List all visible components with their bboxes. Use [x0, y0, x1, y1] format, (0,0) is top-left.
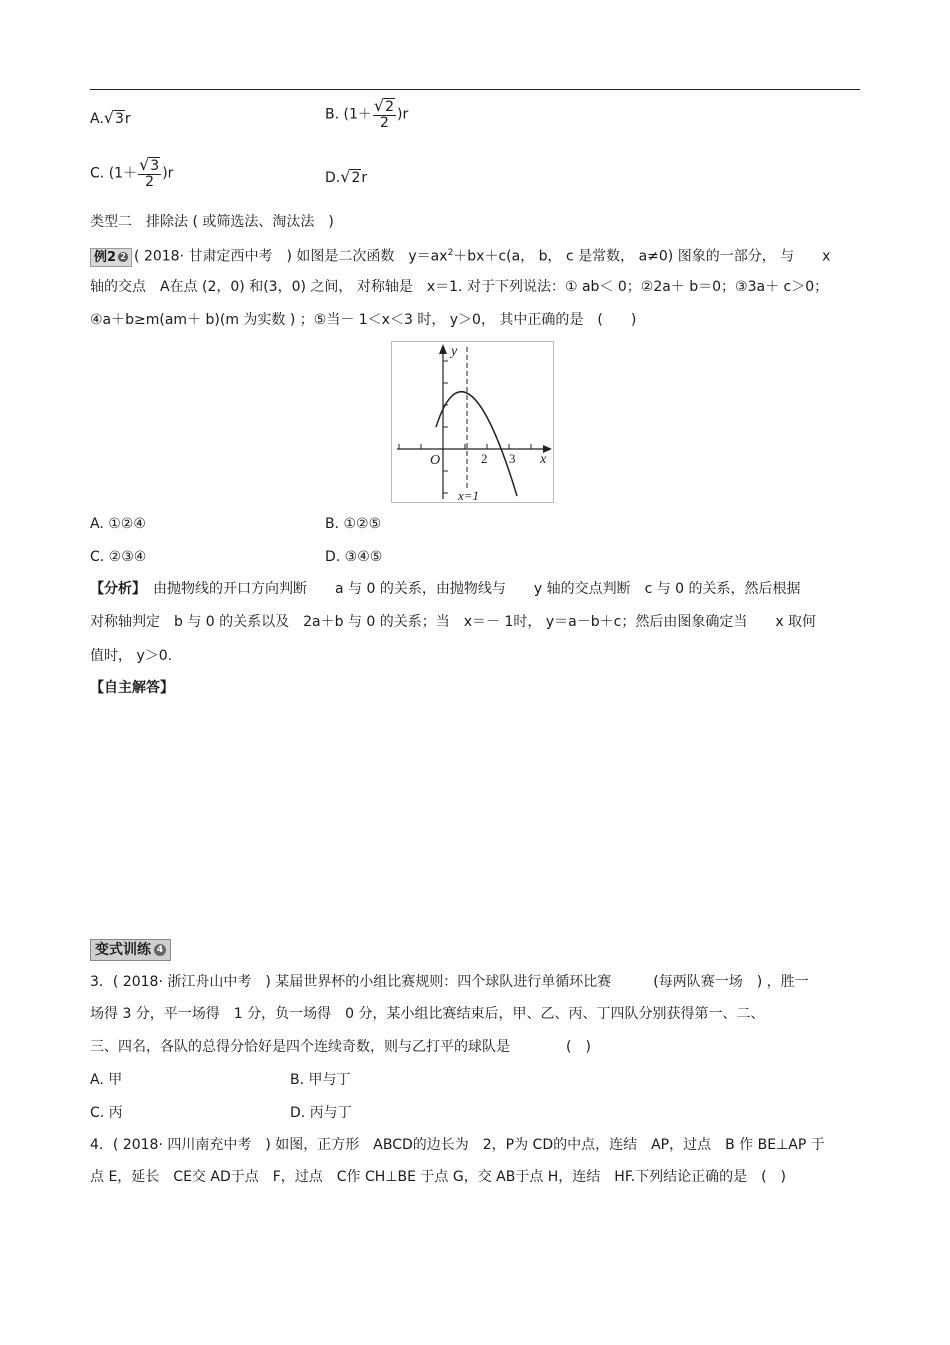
q3-line2: 场得 3 分，平一场得 1 分，负一场得 0 分，某小组比赛结束后，甲、乙、丙、丁四队分别获得第一、二、: [90, 1006, 765, 1022]
axis-equation-label: x=1: [458, 488, 480, 503]
q1-option-b[interactable]: B. (1＋ $\frac{√2}{2}$ )r: [325, 96, 409, 131]
example2-line2: 轴的交点 A在点 (2，0) 和(3，0) 之间， 对称轴是 x＝1. 对于下列说法：① ab＜ 0；②2a＋ b＝0；③3a＋ c＞0；: [90, 279, 829, 295]
example2-option-a[interactable]: A. ①②④: [90, 516, 146, 532]
analysis-line2: 对称轴判定 b 与 0 的关系以及 2a＋b 与 0 的关系；当 x＝－ 1时， y＝a－b＋c；然后由图象确定当 x 取何: [90, 614, 817, 630]
header-rule: [90, 89, 860, 90]
q4-line2: 点 E，延长 CE交 AD于点 F，过点 C作 CH⊥BE 于点 G，交 AB于点 H，连结 HF.下列结论正确的是 ( ): [90, 1169, 787, 1185]
q4-line1: 4．( 2018· 四川南充中考 ) 如图，正方形 ABCD的边长为 2，P为 CD的中点，连结 AP，过点 B 作 BE⊥AP 于: [90, 1137, 825, 1153]
q3-option-c[interactable]: C. 丙: [90, 1105, 123, 1121]
q1-option-a[interactable]: A.√3r: [90, 108, 131, 127]
sqrt-symbol: √3: [103, 108, 124, 127]
section-title: 类型二 排除法 ( 或筛选法、淘汰法 ): [90, 214, 334, 230]
q3-option-b[interactable]: B. 甲与丁: [290, 1072, 351, 1088]
training-badge: 变式训练 4: [90, 939, 171, 961]
q1-option-c[interactable]: C. (1＋ $\frac{√3}{2}$ )r: [90, 155, 174, 190]
analysis-line1: 【分析】 由抛物线的开口方向判断 a 与 0 的关系，由抛物线与 y 轴的交点判断 c 与 0 的关系，然后根据: [90, 581, 801, 597]
sqrt-symbol: √2: [340, 167, 361, 186]
example2-option-b[interactable]: B. ①②⑤: [325, 516, 382, 532]
parabola-graph: [391, 341, 554, 503]
circle-number-icon: 2: [118, 252, 128, 262]
tick-label-3: 3: [509, 451, 516, 466]
example2-line1: 例2 2 ( 2018· 甘肃定西中考 ) 如图是二次函数 $y=ax^2+bx+c(a$， b， c 是常数， a≠0) 图象的一部分， 与 x: [90, 243, 830, 267]
graph-frame: [392, 342, 554, 503]
origin-label: O: [430, 453, 441, 468]
x-label: x: [540, 452, 547, 467]
q3-line3: 三、四名，各队的总得分恰好是四个连续奇数，则与乙打平的球队是 ( ): [90, 1039, 591, 1055]
example2-line3: ④a＋b≥m(am＋ b)(m 为实数 ) ；⑤当－ 1＜x＜3 时， y＞0， 其中正确的是 ( ): [90, 312, 637, 328]
q3-option-a[interactable]: A. 甲: [90, 1072, 123, 1088]
fraction: $\frac{√3}{2}$: [139, 155, 160, 190]
q3-option-d[interactable]: D. 丙与丁: [290, 1105, 352, 1121]
q3-line1: 3．( 2018· 浙江舟山中考 ) 某届世界杯的小组比赛规则：四个球队进行单循环比赛 (每两队赛一场 ) ，胜一: [90, 974, 809, 990]
example2-option-c[interactable]: C. ②③④: [90, 549, 147, 565]
example2-option-d[interactable]: D. ③④⑤: [325, 549, 383, 565]
tick-label-2: 2: [481, 451, 488, 466]
fraction: $\frac{√2}{2}$: [373, 96, 395, 131]
y-label: y: [451, 344, 458, 359]
circle-number-icon: 4: [154, 944, 166, 956]
example-badge: 例2 2: [90, 248, 132, 267]
q1-option-d[interactable]: D.√2r: [325, 167, 368, 186]
self-answer-label: 【自主解答】: [90, 680, 174, 696]
analysis-line3: 值时， y＞0.: [90, 648, 173, 664]
